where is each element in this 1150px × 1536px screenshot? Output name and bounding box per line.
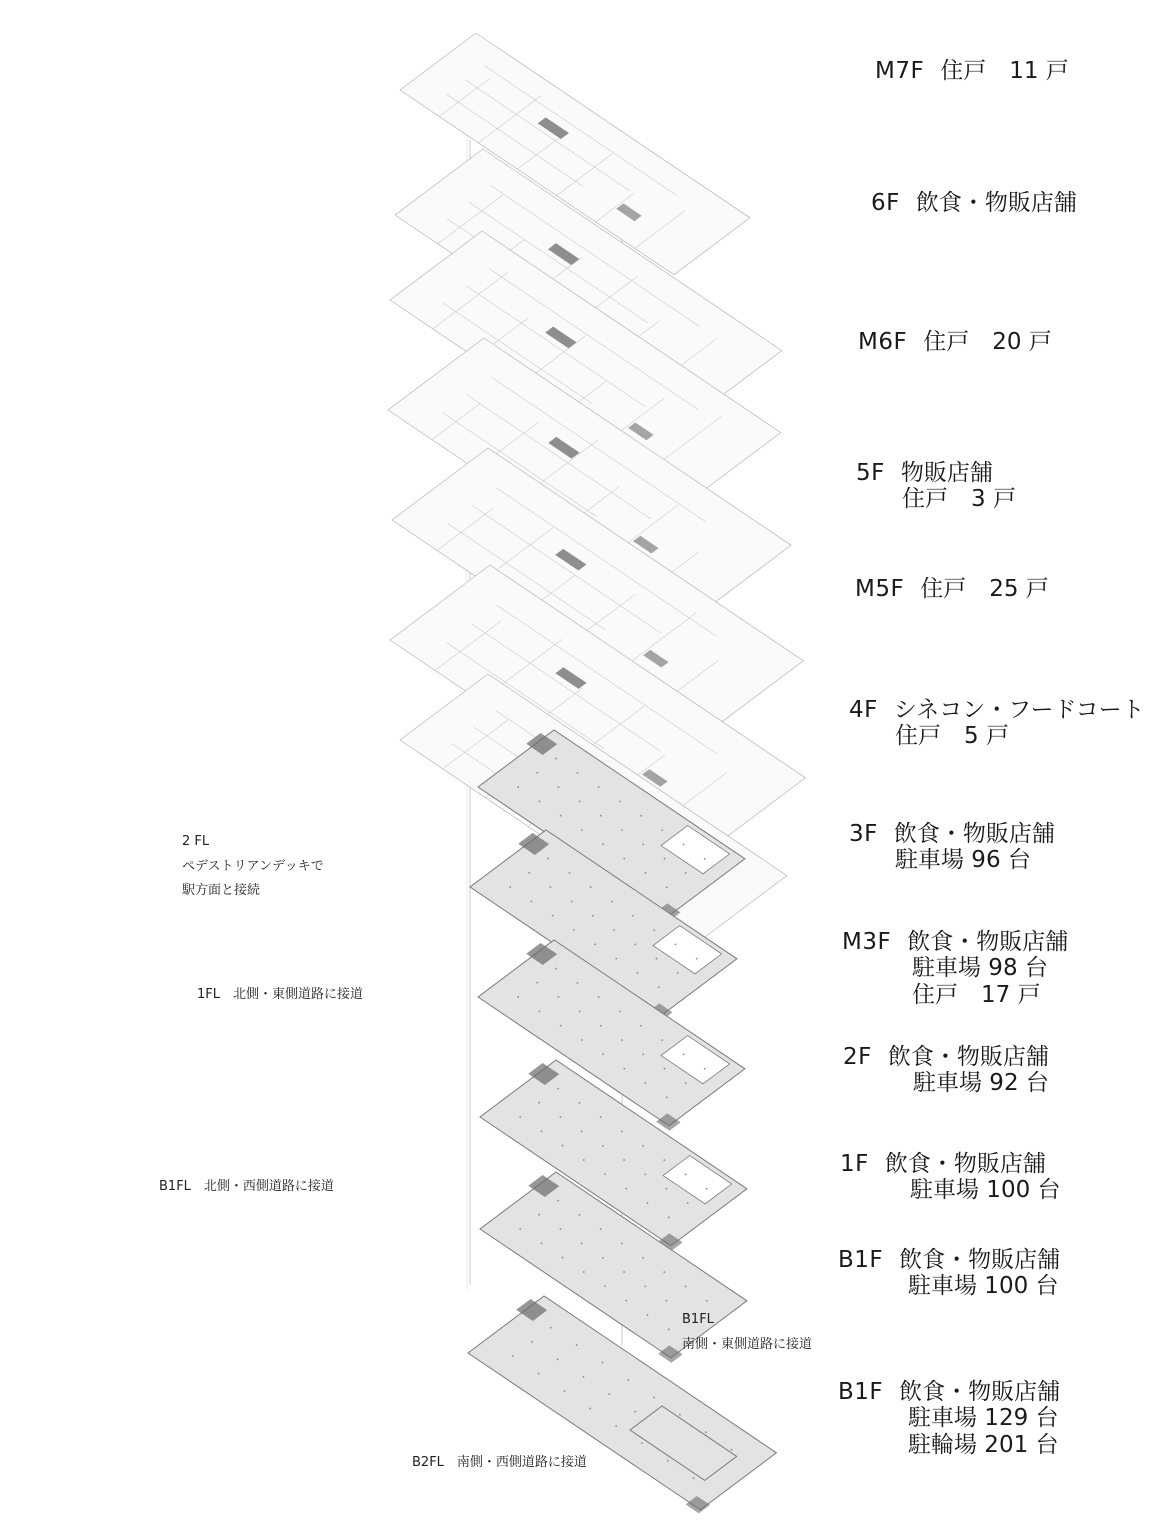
floor-use: 住戸 5 戸 — [895, 723, 1009, 750]
column-dot — [583, 1376, 585, 1378]
floor-level: M3F — [842, 929, 892, 955]
column-dot — [528, 872, 530, 874]
column-dot — [536, 772, 538, 774]
column-dot — [642, 1145, 644, 1147]
column-dot — [677, 972, 679, 974]
column-dot — [621, 829, 623, 831]
column-dot — [517, 996, 519, 998]
floor-level: B1F — [838, 1247, 884, 1273]
floor-level: 2F — [843, 1044, 872, 1070]
column-dot — [602, 1053, 604, 1055]
column-dot — [621, 1039, 623, 1041]
column-dot — [594, 943, 596, 945]
note-b2fl-entry: B2FL 南側・西側道路に接道 — [412, 1455, 587, 1470]
column-dot — [519, 1228, 521, 1230]
column-dot — [509, 886, 511, 888]
column-dot — [696, 958, 698, 960]
column-dot — [564, 1390, 566, 1392]
column-dot — [581, 1131, 583, 1133]
column-dot — [602, 1145, 604, 1147]
floor-use: 駐車場 129 台 — [908, 1405, 1059, 1432]
column-dot — [602, 843, 604, 845]
column-dot — [656, 958, 658, 960]
column-dot — [687, 1202, 689, 1204]
column-dot — [576, 1344, 578, 1346]
column-dot — [642, 843, 644, 845]
note-line: ペデストリアンデッキで — [182, 858, 324, 874]
floor-use: シネコン・フードコート — [893, 697, 1145, 723]
note-b1fl-south-entry — [682, 1308, 812, 1357]
column-dot — [569, 872, 571, 874]
column-dot — [621, 1243, 623, 1245]
column-dot — [608, 1393, 610, 1395]
floor-level: M7F — [875, 58, 925, 84]
column-dot — [613, 929, 615, 931]
column-dot — [539, 1010, 541, 1012]
floor-use: 駐車場 92 台 — [913, 1070, 1049, 1097]
column-dot — [604, 1173, 606, 1175]
column-dot — [571, 901, 573, 903]
column-dot — [706, 1188, 708, 1190]
floor-level: 4F — [849, 697, 878, 723]
note-2fl-pedestrian-deck — [182, 830, 324, 904]
column-dot — [550, 1327, 552, 1329]
column-dot — [706, 1300, 708, 1302]
column-dot — [579, 1102, 581, 1104]
floor-level: B1F — [838, 1379, 884, 1405]
column-dot — [555, 968, 557, 970]
column-dot — [519, 1116, 521, 1118]
column-dot — [645, 872, 647, 874]
floor-label-4f — [849, 697, 1145, 750]
floor-label-1f — [840, 1151, 1061, 1204]
column-dot — [642, 1053, 644, 1055]
floor-use: 駐輪場 201 台 — [908, 1431, 1059, 1458]
floor-label-m6f — [858, 329, 1052, 355]
floor-label-m3f — [842, 929, 1068, 1008]
column-dot — [647, 1202, 649, 1204]
floor-use: 駐車場 100 台 — [908, 1273, 1059, 1300]
column-dot — [683, 844, 685, 846]
column-dot — [666, 1188, 668, 1190]
column-dot — [550, 886, 552, 888]
column-dot — [539, 800, 541, 802]
floor-level: M5F — [855, 576, 905, 602]
column-dot — [573, 929, 575, 931]
column-dot — [598, 786, 600, 788]
column-dot — [560, 1025, 562, 1027]
column-dot — [634, 943, 636, 945]
column-dot — [668, 1328, 670, 1330]
column-dot — [653, 929, 655, 931]
column-dot — [600, 1025, 602, 1027]
column-dot — [589, 1408, 591, 1410]
column-dot — [640, 1025, 642, 1027]
note-line: 駅方面と接続 — [182, 883, 261, 899]
column-dot — [590, 886, 592, 888]
column-dot — [661, 1039, 663, 1041]
column-dot — [623, 1159, 625, 1161]
column-dot — [658, 986, 660, 988]
column-dot — [598, 996, 600, 998]
column-dot — [602, 1362, 604, 1364]
floor-use: 飲食・物販店舗 — [907, 929, 1069, 955]
column-dot — [583, 1271, 585, 1273]
column-dot — [663, 1159, 665, 1161]
column-dot — [602, 1257, 604, 1259]
column-dot — [685, 1174, 687, 1176]
floor-label-2f — [843, 1044, 1049, 1097]
column-dot — [705, 1431, 707, 1433]
column-dot — [512, 1355, 514, 1357]
floor-use: 飲食・物販店舗 — [915, 190, 1077, 216]
floor-use: 物販店舗 — [900, 460, 993, 486]
column-dot — [637, 972, 639, 974]
column-dot — [664, 858, 666, 860]
column-dot — [663, 1271, 665, 1273]
column-dot — [579, 1214, 581, 1216]
column-dot — [731, 1449, 733, 1451]
column-dot — [640, 815, 642, 817]
floor-label-m5f — [855, 576, 1049, 602]
floor-level: M6F — [858, 329, 908, 355]
column-dot — [552, 915, 554, 917]
floor-use: 住戸 20 戸 — [923, 329, 1052, 355]
column-dot — [619, 801, 621, 803]
column-dot — [560, 1116, 562, 1118]
column-dot — [555, 758, 557, 760]
column-dot — [641, 1442, 643, 1444]
column-dot — [625, 1188, 627, 1190]
floor-use: 住戸 3 戸 — [902, 486, 1016, 513]
floor-use: 住戸 17 戸 — [912, 981, 1041, 1008]
note-1fl-entry: 1FL 北側・東側道路に接道 — [197, 987, 363, 1002]
column-dot — [664, 1068, 666, 1070]
floor-label-6f — [871, 190, 1077, 216]
column-dot — [592, 915, 594, 917]
floor-level: 6F — [871, 190, 900, 216]
column-dot — [541, 1242, 543, 1244]
column-dot — [642, 1257, 644, 1259]
column-dot — [538, 1373, 540, 1375]
column-dot — [667, 1460, 669, 1462]
floor-level: 3F — [849, 821, 878, 847]
column-dot — [536, 982, 538, 984]
column-dot — [623, 1271, 625, 1273]
floor-label-m7f — [875, 58, 1069, 84]
column-dot — [679, 1414, 681, 1416]
column-dot — [531, 900, 533, 902]
column-dot — [704, 858, 706, 860]
column-dot — [615, 1425, 617, 1427]
column-dot — [558, 996, 560, 998]
column-dot — [634, 1411, 636, 1413]
column-dot — [666, 1300, 668, 1302]
column-dot — [541, 1130, 543, 1132]
column-dot — [557, 1358, 559, 1360]
column-dot — [666, 1096, 668, 1098]
floor-use: 飲食・物販店舗 — [893, 821, 1055, 847]
column-dot — [644, 1173, 646, 1175]
column-dot — [581, 1243, 583, 1245]
floor-use: 飲食・物販店舗 — [899, 1379, 1061, 1405]
column-dot — [579, 801, 581, 803]
floor-label-5f — [856, 460, 1016, 513]
note-line: 2 FL — [182, 834, 210, 849]
column-dot — [560, 815, 562, 817]
column-dot — [647, 1314, 649, 1316]
column-dot — [557, 1088, 559, 1090]
column-dot — [685, 1286, 687, 1288]
column-dot — [577, 772, 579, 774]
floor-use: 駐車場 98 台 — [912, 955, 1048, 982]
column-dot — [619, 1011, 621, 1013]
column-dot — [517, 786, 519, 788]
column-dot — [661, 829, 663, 831]
column-dot — [627, 1379, 629, 1381]
column-dot — [600, 815, 602, 817]
column-dot — [604, 1285, 606, 1287]
column-dot — [538, 1102, 540, 1104]
column-dot — [683, 1054, 685, 1056]
column-dot — [644, 1285, 646, 1287]
floor-label-b1f-upper — [838, 1247, 1060, 1300]
column-dot — [632, 915, 634, 917]
column-dot — [581, 1039, 583, 1041]
floor-label-3f — [849, 821, 1055, 874]
floor-use: 飲食・物販店舗 — [887, 1044, 1049, 1070]
column-dot — [557, 1200, 559, 1202]
column-dot — [693, 1477, 695, 1479]
column-dot — [623, 858, 625, 860]
column-dot — [645, 1082, 647, 1084]
floor-use: 飲食・物販店舗 — [899, 1247, 1061, 1273]
column-dot — [600, 1116, 602, 1118]
column-dot — [625, 1300, 627, 1302]
column-dot — [562, 1257, 564, 1259]
column-dot — [577, 982, 579, 984]
floor-use: 駐車場 96 台 — [895, 847, 1031, 874]
column-dot — [615, 958, 617, 960]
column-dot — [562, 1145, 564, 1147]
column-dot — [621, 1131, 623, 1133]
column-dot — [600, 1228, 602, 1230]
column-dot — [560, 1228, 562, 1230]
note-line: B1FL — [682, 1312, 714, 1327]
floor-use: 駐車場 100 台 — [910, 1177, 1061, 1204]
column-dot — [675, 944, 677, 946]
column-dot — [704, 1068, 706, 1070]
column-dot — [666, 886, 668, 888]
note-line: 南側・東側道路に接道 — [682, 1336, 813, 1352]
column-dot — [583, 1159, 585, 1161]
column-dot — [579, 1011, 581, 1013]
column-dot — [547, 858, 549, 860]
floor-label-b1f-lower — [838, 1379, 1060, 1458]
column-dot — [685, 1082, 687, 1084]
column-dot — [623, 1068, 625, 1070]
note-b1fl-north-entry: B1FL 北側・西側道路に接道 — [159, 1179, 334, 1194]
column-dot — [558, 786, 560, 788]
floor-use: 住戸 25 戸 — [920, 576, 1049, 602]
column-dot — [668, 1216, 670, 1218]
column-dot — [685, 872, 687, 874]
floor-level: 5F — [856, 460, 885, 486]
column-dot — [581, 829, 583, 831]
column-dot — [653, 1396, 655, 1398]
floor-use: 飲食・物販店舗 — [884, 1151, 1046, 1177]
floor-use: 住戸 11 戸 — [940, 58, 1069, 84]
column-dot — [531, 1341, 533, 1343]
column-dot — [611, 901, 613, 903]
column-dot — [538, 1214, 540, 1216]
floor-level: 1F — [840, 1151, 869, 1177]
